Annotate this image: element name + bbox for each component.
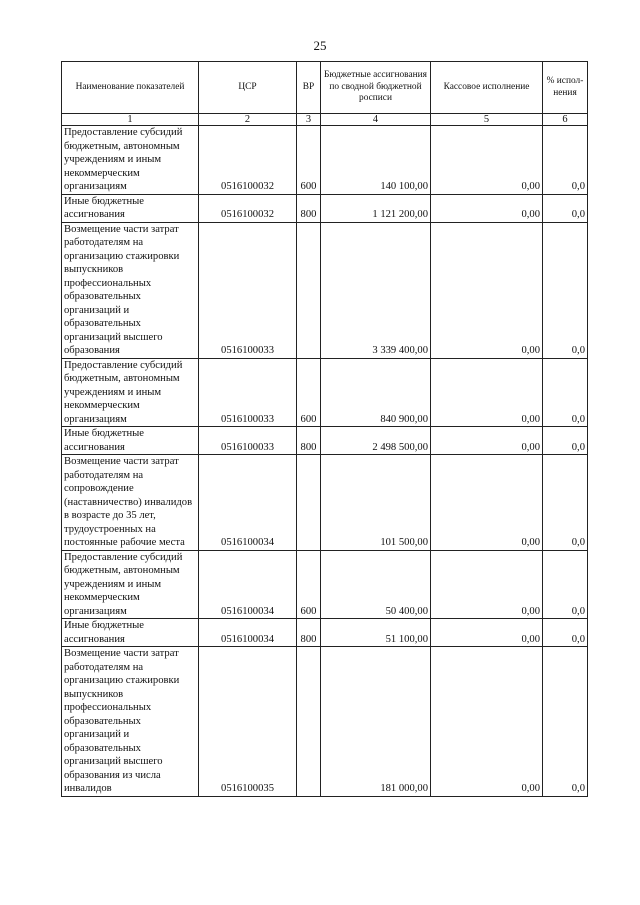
- execution-percent-cell: 0,0: [543, 455, 588, 551]
- csr-code-cell: 0516100034: [199, 455, 297, 551]
- table-header-row: [62, 62, 588, 114]
- budget-amount-cell: 3 339 400,00: [321, 222, 431, 358]
- execution-percent-cell: 0,0: [543, 194, 588, 222]
- budget-amount-cell: 51 100,00: [321, 619, 431, 647]
- indicator-name-cell: Возмещение части затрат работодателям на организацию стажировки выпускников профессиональных образовательных организаций и образовательных организаций высшего образования из числа инвалидов: [62, 647, 199, 797]
- csr-code-cell: 0516100034: [199, 550, 297, 619]
- table-row: [62, 455, 588, 551]
- table-row: [62, 222, 588, 358]
- column-number: 6: [543, 114, 588, 126]
- executed-amount-cell: 0,00: [431, 550, 543, 619]
- csr-code-cell: 0516100035: [199, 647, 297, 797]
- csr-code-cell: 0516100033: [199, 358, 297, 427]
- executed-amount-cell: 0,00: [431, 358, 543, 427]
- vr-code-cell: 800: [297, 427, 321, 455]
- execution-percent-cell: 0,0: [543, 619, 588, 647]
- executed-amount-cell: 0,00: [431, 194, 543, 222]
- vr-code-cell: 800: [297, 194, 321, 222]
- executed-amount-cell: 0,00: [431, 126, 543, 195]
- column-number: 2: [199, 114, 297, 126]
- budget-execution-table: [61, 61, 588, 797]
- table-row: [62, 358, 588, 427]
- indicator-name-cell: Предоставление субсидий бюджетным, автономным учреждениям и иным некоммерческим организациям: [62, 358, 199, 427]
- executed-amount-cell: 0,00: [431, 222, 543, 358]
- header-percent: % испол-нения: [543, 62, 588, 114]
- budget-amount-cell: 181 000,00: [321, 647, 431, 797]
- execution-percent-cell: 0,0: [543, 126, 588, 195]
- vr-code-cell: 600: [297, 126, 321, 195]
- csr-code-cell: 0516100032: [199, 194, 297, 222]
- indicator-name-cell: Иные бюджетные ассигнования: [62, 619, 199, 647]
- csr-code-cell: 0516100033: [199, 427, 297, 455]
- executed-amount-cell: 0,00: [431, 455, 543, 551]
- execution-percent-cell: 0,0: [543, 427, 588, 455]
- indicator-name-cell: Предоставление субсидий бюджетным, автономным учреждениям и иным некоммерческим организациям: [62, 550, 199, 619]
- column-number: 3: [297, 114, 321, 126]
- table-row: [62, 194, 588, 222]
- budget-amount-cell: 2 498 500,00: [321, 427, 431, 455]
- budget-amount-cell: 101 500,00: [321, 455, 431, 551]
- csr-code-cell: 0516100033: [199, 222, 297, 358]
- vr-code-cell: [297, 222, 321, 358]
- vr-code-cell: 800: [297, 619, 321, 647]
- execution-percent-cell: 0,0: [543, 222, 588, 358]
- table-row: [62, 647, 588, 797]
- budget-amount-cell: 140 100,00: [321, 126, 431, 195]
- budget-amount-cell: 50 400,00: [321, 550, 431, 619]
- header-budget: Бюджетные ассигнования по сводной бюджетной росписи: [321, 62, 431, 114]
- header-executed: Кассовое исполнение: [431, 62, 543, 114]
- budget-amount-cell: 1 121 200,00: [321, 194, 431, 222]
- header-csr: ЦСР: [199, 62, 297, 114]
- table-body: [62, 126, 588, 797]
- table-row: [62, 550, 588, 619]
- table-row: [62, 126, 588, 195]
- executed-amount-cell: 0,00: [431, 619, 543, 647]
- column-number: 1: [62, 114, 199, 126]
- execution-percent-cell: 0,0: [543, 358, 588, 427]
- indicator-name-cell: Иные бюджетные ассигнования: [62, 194, 199, 222]
- indicator-name-cell: Предоставление субсидий бюджетным, автономным учреждениям и иным некоммерческим организациям: [62, 126, 199, 195]
- header-vr: ВР: [297, 62, 321, 114]
- vr-code-cell: [297, 647, 321, 797]
- page-number: 25: [313, 38, 327, 53]
- table-row: [62, 619, 588, 647]
- header-name: Наименование показателей: [62, 62, 199, 114]
- execution-percent-cell: 0,0: [543, 647, 588, 797]
- indicator-name-cell: Иные бюджетные ассигнования: [62, 427, 199, 455]
- table-row: [62, 427, 588, 455]
- vr-code-cell: [297, 455, 321, 551]
- column-number: 4: [321, 114, 431, 126]
- csr-code-cell: 0516100032: [199, 126, 297, 195]
- column-number-row: [62, 114, 588, 126]
- execution-percent-cell: 0,0: [543, 550, 588, 619]
- executed-amount-cell: 0,00: [431, 647, 543, 797]
- indicator-name-cell: Возмещение части затрат работодателям на организацию стажировки выпускников профессиональных образовательных организаций и образовательных организаций высшего образования: [62, 222, 199, 358]
- vr-code-cell: 600: [297, 358, 321, 427]
- vr-code-cell: 600: [297, 550, 321, 619]
- column-number: 5: [431, 114, 543, 126]
- indicator-name-cell: Возмещение части затрат работодателям на сопровождение (наставничество) инвалидов в возрасте до 35 лет, трудоустроенных на постоянные рабочие места: [62, 455, 199, 551]
- budget-amount-cell: 840 900,00: [321, 358, 431, 427]
- executed-amount-cell: 0,00: [431, 427, 543, 455]
- csr-code-cell: 0516100034: [199, 619, 297, 647]
